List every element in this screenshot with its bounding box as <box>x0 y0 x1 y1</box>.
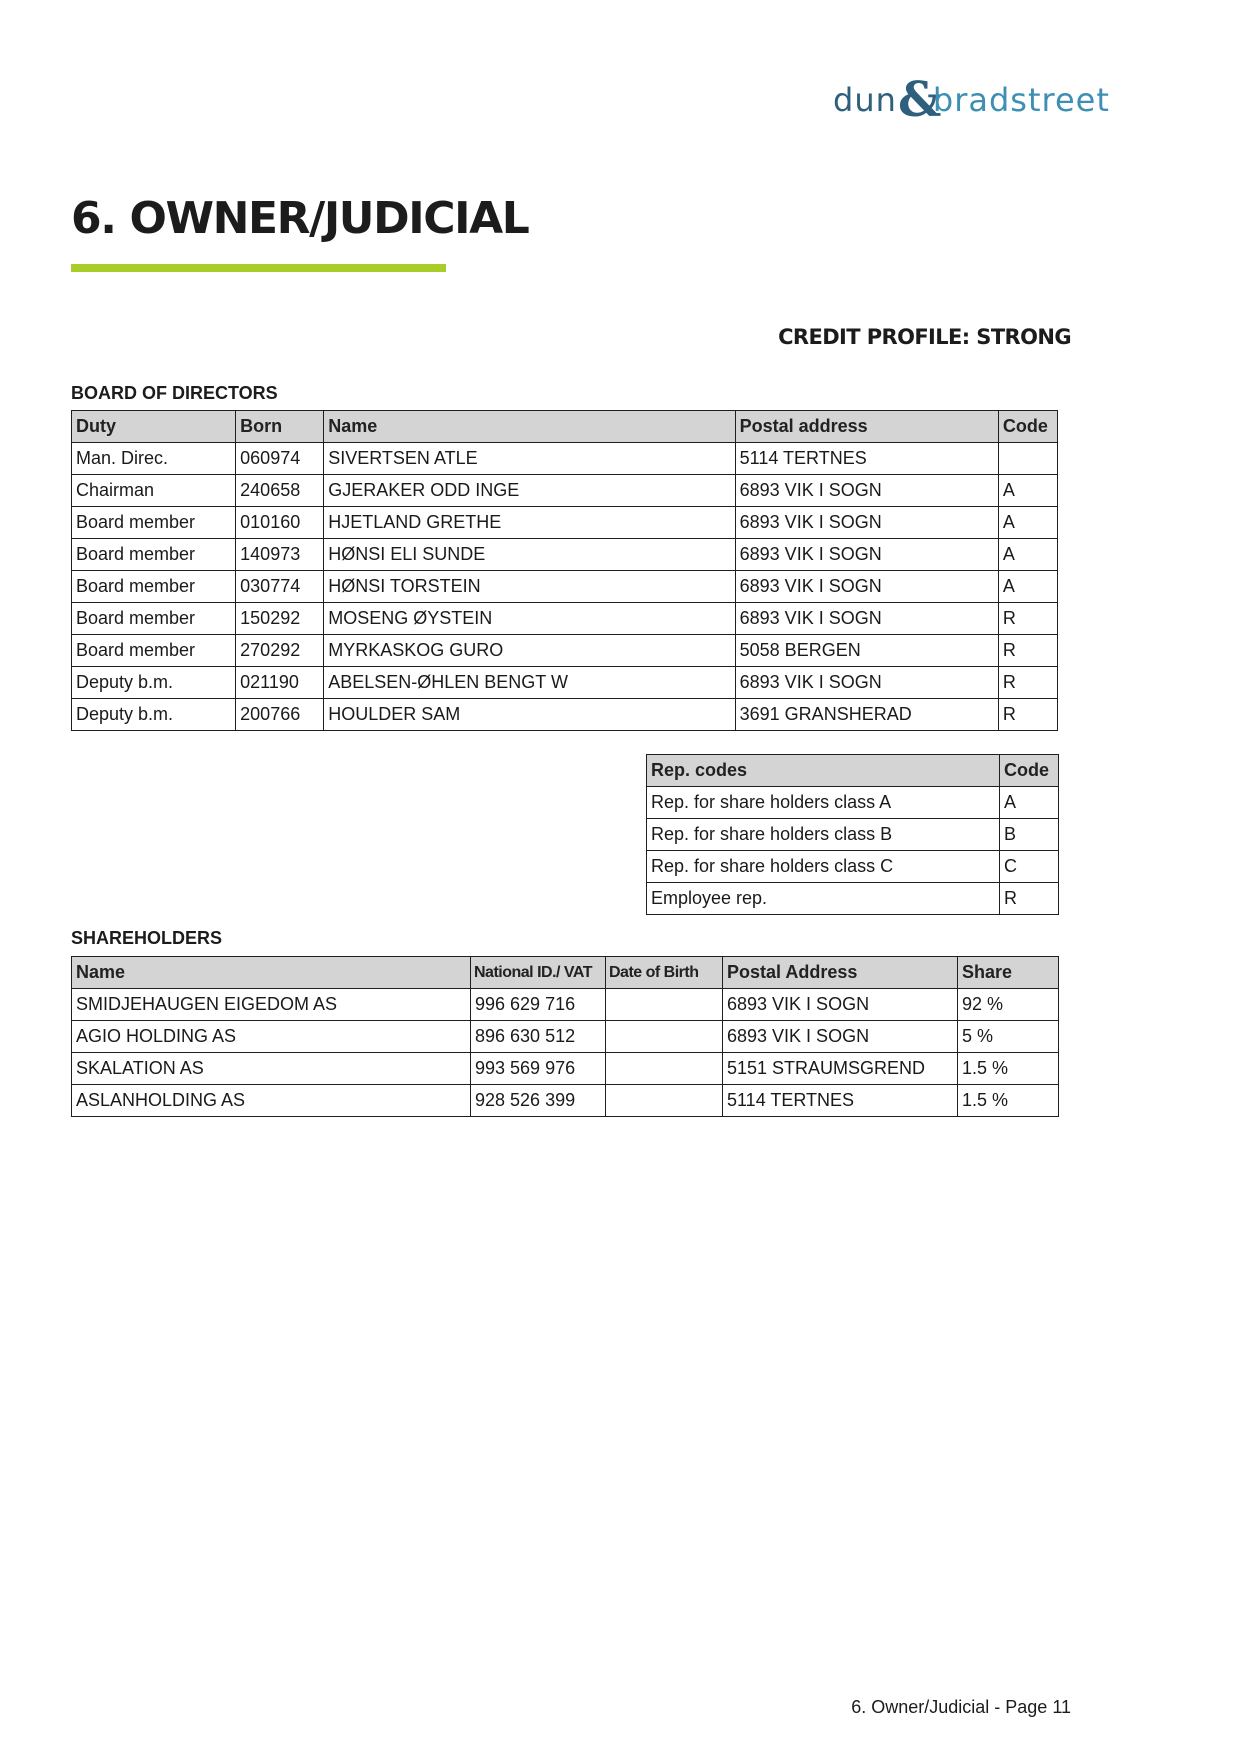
table-cell: MYRKASKOG GURO <box>324 635 735 667</box>
board-of-directors-heading: BOARD OF DIRECTORS <box>71 383 278 403</box>
table-cell: 240658 <box>236 475 324 507</box>
table-cell <box>606 1053 723 1085</box>
table-row <box>72 539 1058 571</box>
table-cell: 928 526 399 <box>471 1085 606 1117</box>
table-row <box>647 787 1059 819</box>
table-cell: R <box>998 635 1057 667</box>
table-row <box>647 819 1059 851</box>
table-cell: C <box>1000 851 1059 883</box>
column-header: Share <box>958 957 1059 989</box>
table-cell: A <box>998 475 1057 507</box>
table-cell: Rep. for share holders class B <box>647 819 1000 851</box>
table-cell: SMIDJEHAUGEN EIGEDOM AS <box>72 989 471 1021</box>
table-cell: HØNSI ELI SUNDE <box>324 539 735 571</box>
column-header: Duty <box>72 411 236 443</box>
table-cell: 6893 VIK I SOGN <box>735 667 998 699</box>
table-row <box>72 571 1058 603</box>
company-logo <box>833 72 1110 128</box>
table-row <box>72 603 1058 635</box>
table-cell: 5058 BERGEN <box>735 635 998 667</box>
table-cell: Deputy b.m. <box>72 699 236 731</box>
table-cell: HOULDER SAM <box>324 699 735 731</box>
title-underline <box>71 264 446 272</box>
table-cell: 6893 VIK I SOGN <box>735 603 998 635</box>
table-cell: 150292 <box>236 603 324 635</box>
table-cell: 060974 <box>236 443 324 475</box>
column-header: Name <box>72 957 471 989</box>
table-cell <box>998 443 1057 475</box>
table-row <box>72 475 1058 507</box>
table-cell: B <box>1000 819 1059 851</box>
table-cell: Rep. for share holders class C <box>647 851 1000 883</box>
column-header: Date of Birth <box>606 957 723 989</box>
page-footer: 6. Owner/Judicial - Page 11 <box>851 1697 1071 1717</box>
table-cell: Man. Direc. <box>72 443 236 475</box>
table-cell: SIVERTSEN ATLE <box>324 443 735 475</box>
table-row <box>647 851 1059 883</box>
table-cell: AGIO HOLDING AS <box>72 1021 471 1053</box>
table-row <box>647 883 1059 915</box>
table-cell: 896 630 512 <box>471 1021 606 1053</box>
table-cell: 92 % <box>958 989 1059 1021</box>
table-cell: R <box>998 603 1057 635</box>
page-title: 6. OWNER/JUDICIAL <box>71 193 529 244</box>
table-cell: 6893 VIK I SOGN <box>723 1021 958 1053</box>
table-row <box>72 635 1058 667</box>
table-cell: SKALATION AS <box>72 1053 471 1085</box>
table-cell: 6893 VIK I SOGN <box>735 539 998 571</box>
table-cell: 996 629 716 <box>471 989 606 1021</box>
table-cell: ABELSEN-ØHLEN BENGT W <box>324 667 735 699</box>
table-cell: HØNSI TORSTEIN <box>324 571 735 603</box>
table-cell: Rep. for share holders class A <box>647 787 1000 819</box>
table-row <box>72 507 1058 539</box>
table-cell: Deputy b.m. <box>72 667 236 699</box>
column-header: Postal address <box>735 411 998 443</box>
table-cell: A <box>998 507 1057 539</box>
table-cell: Board member <box>72 571 236 603</box>
table-cell: 270292 <box>236 635 324 667</box>
table-header-row <box>72 411 1058 443</box>
table-cell: R <box>998 699 1057 731</box>
table-cell: Board member <box>72 635 236 667</box>
table-cell: 021190 <box>236 667 324 699</box>
table-cell: A <box>998 571 1057 603</box>
table-cell: R <box>1000 883 1059 915</box>
table-cell: 6893 VIK I SOGN <box>735 507 998 539</box>
table-cell: 6893 VIK I SOGN <box>735 475 998 507</box>
column-header: National ID./ VAT <box>471 957 606 989</box>
ampersand-icon <box>897 72 943 128</box>
logo-text-dun: dun <box>833 81 897 119</box>
table-header-row <box>72 957 1059 989</box>
shareholders-heading: SHAREHOLDERS <box>71 928 223 948</box>
table-cell: 5114 TERTNES <box>735 443 998 475</box>
table-cell: 1.5 % <box>958 1085 1059 1117</box>
table-cell: Chairman <box>72 475 236 507</box>
credit-profile-label: CREDIT PROFILE: STRONG <box>778 325 1071 349</box>
table-cell: Employee rep. <box>647 883 1000 915</box>
logo-text-bradstreet: bradstreet <box>932 81 1110 119</box>
table-cell: 5151 STRAUMSGREND <box>723 1053 958 1085</box>
board-of-directors-table <box>71 410 1058 731</box>
table-cell: 5 % <box>958 1021 1059 1053</box>
table-row <box>72 443 1058 475</box>
table-cell: HJETLAND GRETHE <box>324 507 735 539</box>
table-cell: GJERAKER ODD INGE <box>324 475 735 507</box>
table-cell: Board member <box>72 539 236 571</box>
table-cell: A <box>998 539 1057 571</box>
table-row <box>72 667 1058 699</box>
table-row <box>72 1085 1059 1117</box>
shareholders-table <box>71 956 1059 1117</box>
table-cell: A <box>1000 787 1059 819</box>
table-row <box>72 699 1058 731</box>
column-header: Code <box>998 411 1057 443</box>
column-header: Code <box>1000 755 1059 787</box>
table-row <box>72 989 1059 1021</box>
column-header: Name <box>324 411 735 443</box>
table-row <box>72 1021 1059 1053</box>
table-cell: 3691 GRANSHERAD <box>735 699 998 731</box>
table-cell: Board member <box>72 507 236 539</box>
table-cell <box>606 989 723 1021</box>
table-header-row <box>647 755 1059 787</box>
table-cell: Board member <box>72 603 236 635</box>
table-cell: 5114 TERTNES <box>723 1085 958 1117</box>
table-row <box>72 1053 1059 1085</box>
table-cell: 200766 <box>236 699 324 731</box>
table-cell: 1.5 % <box>958 1053 1059 1085</box>
column-header: Postal Address <box>723 957 958 989</box>
table-cell: 6893 VIK I SOGN <box>735 571 998 603</box>
table-cell: 993 569 976 <box>471 1053 606 1085</box>
column-header: Born <box>236 411 324 443</box>
table-cell: MOSENG ØYSTEIN <box>324 603 735 635</box>
svg-text:&: & <box>897 72 943 128</box>
table-cell <box>606 1085 723 1117</box>
table-cell: 140973 <box>236 539 324 571</box>
table-cell <box>606 1021 723 1053</box>
table-cell: R <box>998 667 1057 699</box>
table-cell: 6893 VIK I SOGN <box>723 989 958 1021</box>
table-cell: 010160 <box>236 507 324 539</box>
table-cell: ASLANHOLDING AS <box>72 1085 471 1117</box>
table-cell: 030774 <box>236 571 324 603</box>
column-header: Rep. codes <box>647 755 1000 787</box>
rep-codes-table <box>646 754 1059 915</box>
